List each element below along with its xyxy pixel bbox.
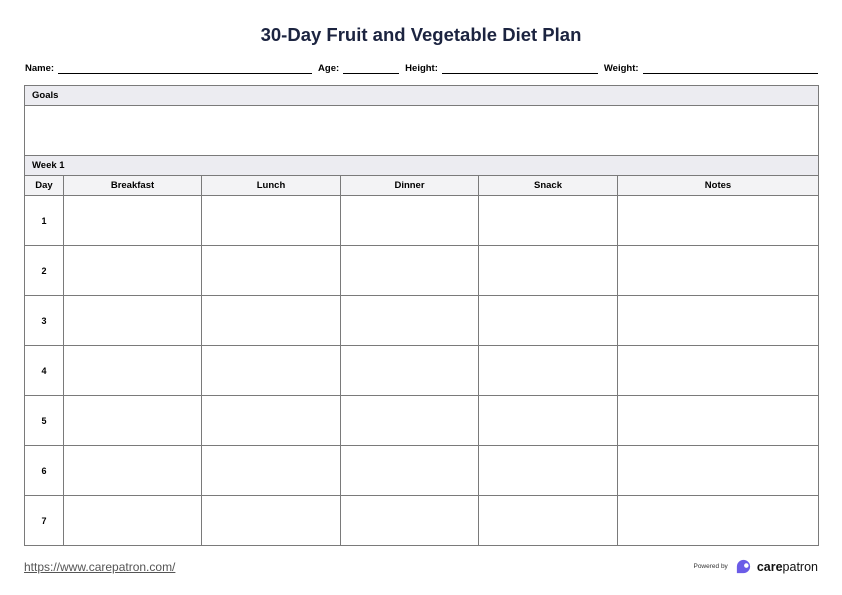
breakfast-cell[interactable]: [64, 246, 202, 296]
day-number: 1: [25, 196, 64, 246]
column-header-dinner: Dinner: [341, 176, 479, 196]
age-label: Age:: [318, 63, 340, 74]
powered-by-label: Powered by: [693, 563, 728, 570]
dinner-cell[interactable]: [341, 496, 479, 546]
snack-cell[interactable]: [479, 446, 618, 496]
day-number: 2: [25, 246, 64, 296]
table-row: [25, 396, 819, 446]
breakfast-cell[interactable]: [64, 346, 202, 396]
lunch-cell[interactable]: [202, 196, 341, 246]
powered-by-carepatron[interactable]: [693, 558, 818, 575]
lunch-cell[interactable]: [202, 396, 341, 446]
column-header-lunch: Lunch: [202, 176, 341, 196]
patient-info-fields: [25, 62, 818, 74]
dinner-cell[interactable]: [341, 396, 479, 446]
day-number: 4: [25, 346, 64, 396]
diet-plan-table: [24, 85, 819, 546]
day-number: 7: [25, 496, 64, 546]
table-row: [25, 446, 819, 496]
breakfast-cell[interactable]: [64, 396, 202, 446]
day-number: 3: [25, 296, 64, 346]
table-row: [25, 346, 819, 396]
column-header-notes: Notes: [618, 176, 819, 196]
breakfast-cell[interactable]: [64, 446, 202, 496]
lunch-cell[interactable]: [202, 346, 341, 396]
carepatron-link[interactable]: https://www.carepatron.com/: [24, 560, 176, 574]
week-heading: Week 1: [25, 156, 819, 176]
name-label: Name:: [25, 63, 55, 74]
breakfast-cell[interactable]: [64, 496, 202, 546]
weight-label: Weight:: [603, 63, 639, 74]
lunch-cell[interactable]: [202, 496, 341, 546]
snack-cell[interactable]: [479, 396, 618, 446]
notes-cell[interactable]: [618, 446, 819, 496]
height-label: Height:: [405, 63, 438, 74]
carepatron-logo-icon: [734, 558, 753, 575]
breakfast-cell[interactable]: [64, 196, 202, 246]
snack-cell[interactable]: [479, 246, 618, 296]
notes-cell[interactable]: [618, 496, 819, 546]
table-row: [25, 296, 819, 346]
snack-cell[interactable]: [479, 196, 618, 246]
page-title: 30-Day Fruit and Vegetable Diet Plan: [260, 24, 582, 45]
dinner-cell[interactable]: [341, 296, 479, 346]
day-number: 5: [25, 396, 64, 446]
breakfast-cell[interactable]: [64, 296, 202, 346]
day-number: 6: [25, 446, 64, 496]
notes-cell[interactable]: [618, 346, 819, 396]
weight-field[interactable]: [643, 62, 818, 74]
column-header-snack: Snack: [479, 176, 618, 196]
lunch-cell[interactable]: [202, 246, 341, 296]
carepatron-logo-text: carepatron: [756, 559, 818, 574]
age-field[interactable]: [343, 62, 399, 74]
notes-cell[interactable]: [618, 246, 819, 296]
table-row: [25, 496, 819, 546]
snack-cell[interactable]: [479, 296, 618, 346]
height-field[interactable]: [442, 62, 598, 74]
dinner-cell[interactable]: [341, 446, 479, 496]
dinner-cell[interactable]: [341, 346, 479, 396]
goals-field[interactable]: [25, 106, 819, 156]
column-header-breakfast: Breakfast: [64, 176, 202, 196]
table-row: [25, 246, 819, 296]
table-header-row: [25, 176, 819, 196]
notes-cell[interactable]: [618, 396, 819, 446]
snack-cell[interactable]: [479, 346, 618, 396]
dinner-cell[interactable]: [341, 246, 479, 296]
lunch-cell[interactable]: [202, 446, 341, 496]
notes-cell[interactable]: [618, 296, 819, 346]
goals-heading: Goals: [25, 86, 819, 106]
table-row: [25, 196, 819, 246]
name-field[interactable]: [58, 62, 312, 74]
snack-cell[interactable]: [479, 496, 618, 546]
lunch-cell[interactable]: [202, 296, 341, 346]
column-header-day: Day: [25, 176, 64, 196]
notes-cell[interactable]: [618, 196, 819, 246]
dinner-cell[interactable]: [341, 196, 479, 246]
